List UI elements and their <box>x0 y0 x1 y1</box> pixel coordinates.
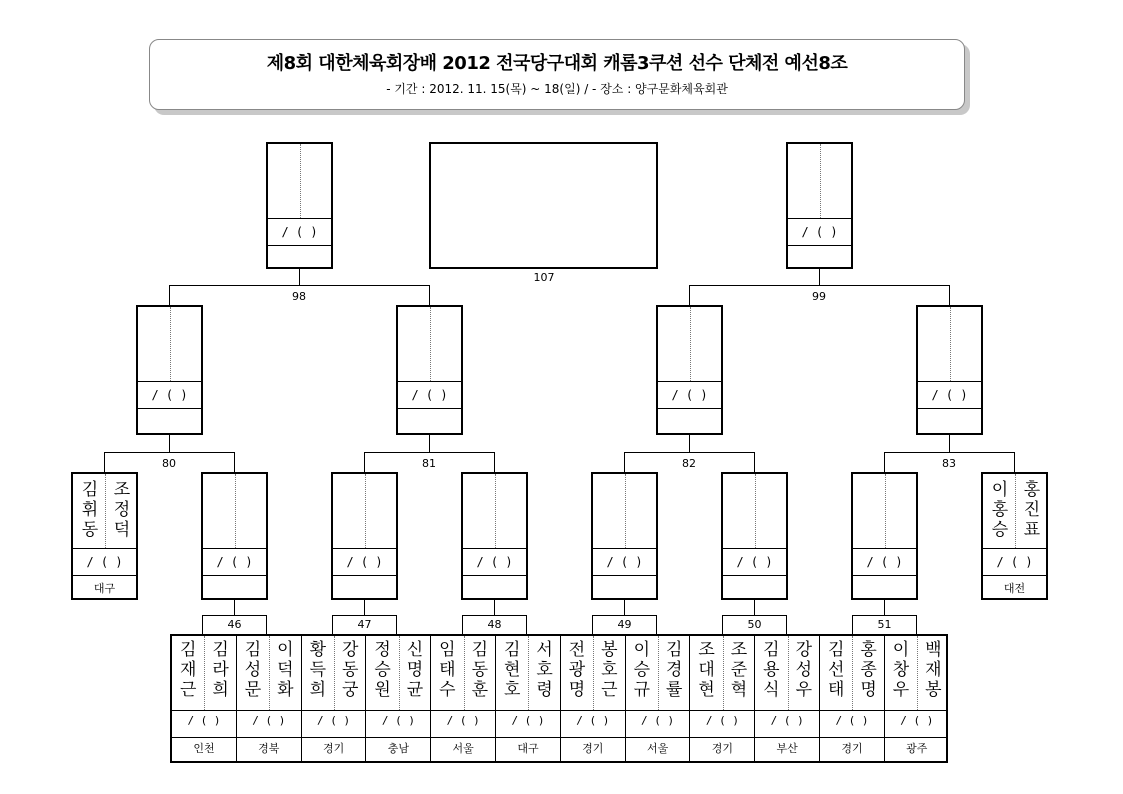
seed-team-left: 김 휘 동 조 정 덕 / ( ) 대구 <box>71 472 138 600</box>
bracket-slot-r2-1: / ( ) <box>136 305 203 435</box>
region-label: 서울 <box>452 742 474 755</box>
player-name: 봉 호 근 <box>601 640 618 700</box>
region-label: 경기 <box>841 742 863 755</box>
player-name: 이 승 규 <box>633 640 650 700</box>
player-name: 김 용 식 <box>763 640 780 700</box>
player-name: 홍 종 명 <box>860 640 877 700</box>
player-name: 백 재 봉 <box>925 640 942 700</box>
player-name: 전 광 명 <box>568 640 586 700</box>
bracket-slot-r1-3: / ( ) <box>461 472 528 600</box>
final-box <box>429 142 658 269</box>
region-label: 경북 <box>258 742 280 755</box>
player-name: 김 재 근 <box>179 640 197 700</box>
region-label: 인천 <box>193 742 215 755</box>
match-number-80: 80 <box>162 457 176 470</box>
team-slot-mark: / ( ) <box>900 714 934 727</box>
bracket-slot-r2-3: / ( ) <box>656 305 723 435</box>
player-name: 정 승 원 <box>374 640 391 700</box>
region-label: 대구 <box>517 742 539 755</box>
bracket-slot-r2-2: / ( ) <box>396 305 463 435</box>
player-name: 김 라 희 <box>212 640 229 700</box>
player-name: 이 덕 화 <box>277 640 294 700</box>
bracket-slot-r2-4: / ( ) <box>916 305 983 435</box>
region-label: 서울 <box>646 742 669 755</box>
player-name: 김 경 률 <box>665 640 683 700</box>
player-name: 서 호 령 <box>536 640 553 700</box>
team-slot-mark: / ( ) <box>252 714 286 727</box>
team-slot-mark: / ( ) <box>381 714 415 727</box>
player-name: 황 득 희 <box>309 640 326 700</box>
bracket-slot-r1-5: / ( ) <box>721 472 788 600</box>
region-label: 대구 <box>93 582 116 595</box>
team-slot-mark: / ( ) <box>187 714 221 727</box>
team-slot-mark: / ( ) <box>446 714 480 727</box>
player-name: 조 준 혁 <box>730 640 748 700</box>
match-number-99: 99 <box>812 290 826 303</box>
bracket-slot-r1-2: / ( ) <box>331 472 398 600</box>
team-slot-mark: / ( ) <box>511 714 545 727</box>
bracket-slot-r3-left: / ( ) <box>266 142 333 269</box>
bracket-slot-r3-right: / ( ) <box>786 142 853 269</box>
player-name: 김 현 호 <box>503 640 521 700</box>
region-label: 대전 <box>1003 582 1026 595</box>
match-number-51: 51 <box>852 615 917 634</box>
player-name: 강 동 궁 <box>341 640 359 700</box>
player-name: 강 성 우 <box>795 640 812 700</box>
region-label: 충남 <box>387 742 410 755</box>
team-slot-mark: / ( ) <box>770 714 804 727</box>
match-number-83: 83 <box>942 457 956 470</box>
player-name: 김 성 문 <box>244 640 262 700</box>
match-number-107: 107 <box>533 271 555 284</box>
page-subtitle: - 기간 : 2012. 11. 15(목) ~ 18(일) / - 장소 : 양구문화체육회관 <box>386 82 728 96</box>
match-number-98: 98 <box>292 290 306 303</box>
region-label: 부산 <box>776 742 798 755</box>
bracket-slot-r1-1: / ( ) <box>201 472 268 600</box>
title-box <box>149 39 965 110</box>
region-label: 경기 <box>582 742 604 755</box>
region-label: 경기 <box>322 742 345 755</box>
match-number-81: 81 <box>422 457 436 470</box>
region-label: 광주 <box>906 742 928 755</box>
player-name: 임 태 수 <box>439 640 456 700</box>
player-name: 조 대 현 <box>698 640 715 700</box>
player-name: 이 창 우 <box>892 640 910 700</box>
team-slot-mark: / ( ) <box>835 714 869 727</box>
team-table <box>170 634 948 763</box>
player-name: 이 홍 승 <box>991 480 1009 540</box>
player-name: 김 동 훈 <box>471 640 488 700</box>
match-number-82: 82 <box>682 457 696 470</box>
region-label: 경기 <box>711 742 734 755</box>
team-slot-mark: / ( ) <box>641 714 675 727</box>
match-number-49: 49 <box>592 615 657 634</box>
player-name: 신 명 균 <box>406 640 424 700</box>
bracket-slot-r1-4: / ( ) <box>591 472 658 600</box>
match-number-47: 47 <box>332 615 397 634</box>
team-slot-mark: / ( ) <box>576 714 610 727</box>
match-number-46: 46 <box>202 615 267 634</box>
player-name: 김 선 태 <box>827 640 845 700</box>
bracket-slot-r1-6: / ( ) <box>851 472 918 600</box>
player-name: 김 휘 동 <box>81 480 99 540</box>
match-number-48: 48 <box>462 615 527 634</box>
page-title: 제8회 대한체육회장배 2012 전국당구대회 캐롬3쿠션 선수 단체전 예선8조 <box>266 53 848 74</box>
team-slot-mark: / ( ) <box>705 714 739 727</box>
seed-team-right: 이 홍 승 홍 진 표 / ( ) 대전 <box>981 472 1048 600</box>
player-name: 조 정 덕 <box>113 480 131 540</box>
match-number-50: 50 <box>722 615 787 634</box>
team-slot-mark: / ( ) <box>317 714 351 727</box>
player-name: 홍 진 표 <box>1023 480 1041 540</box>
